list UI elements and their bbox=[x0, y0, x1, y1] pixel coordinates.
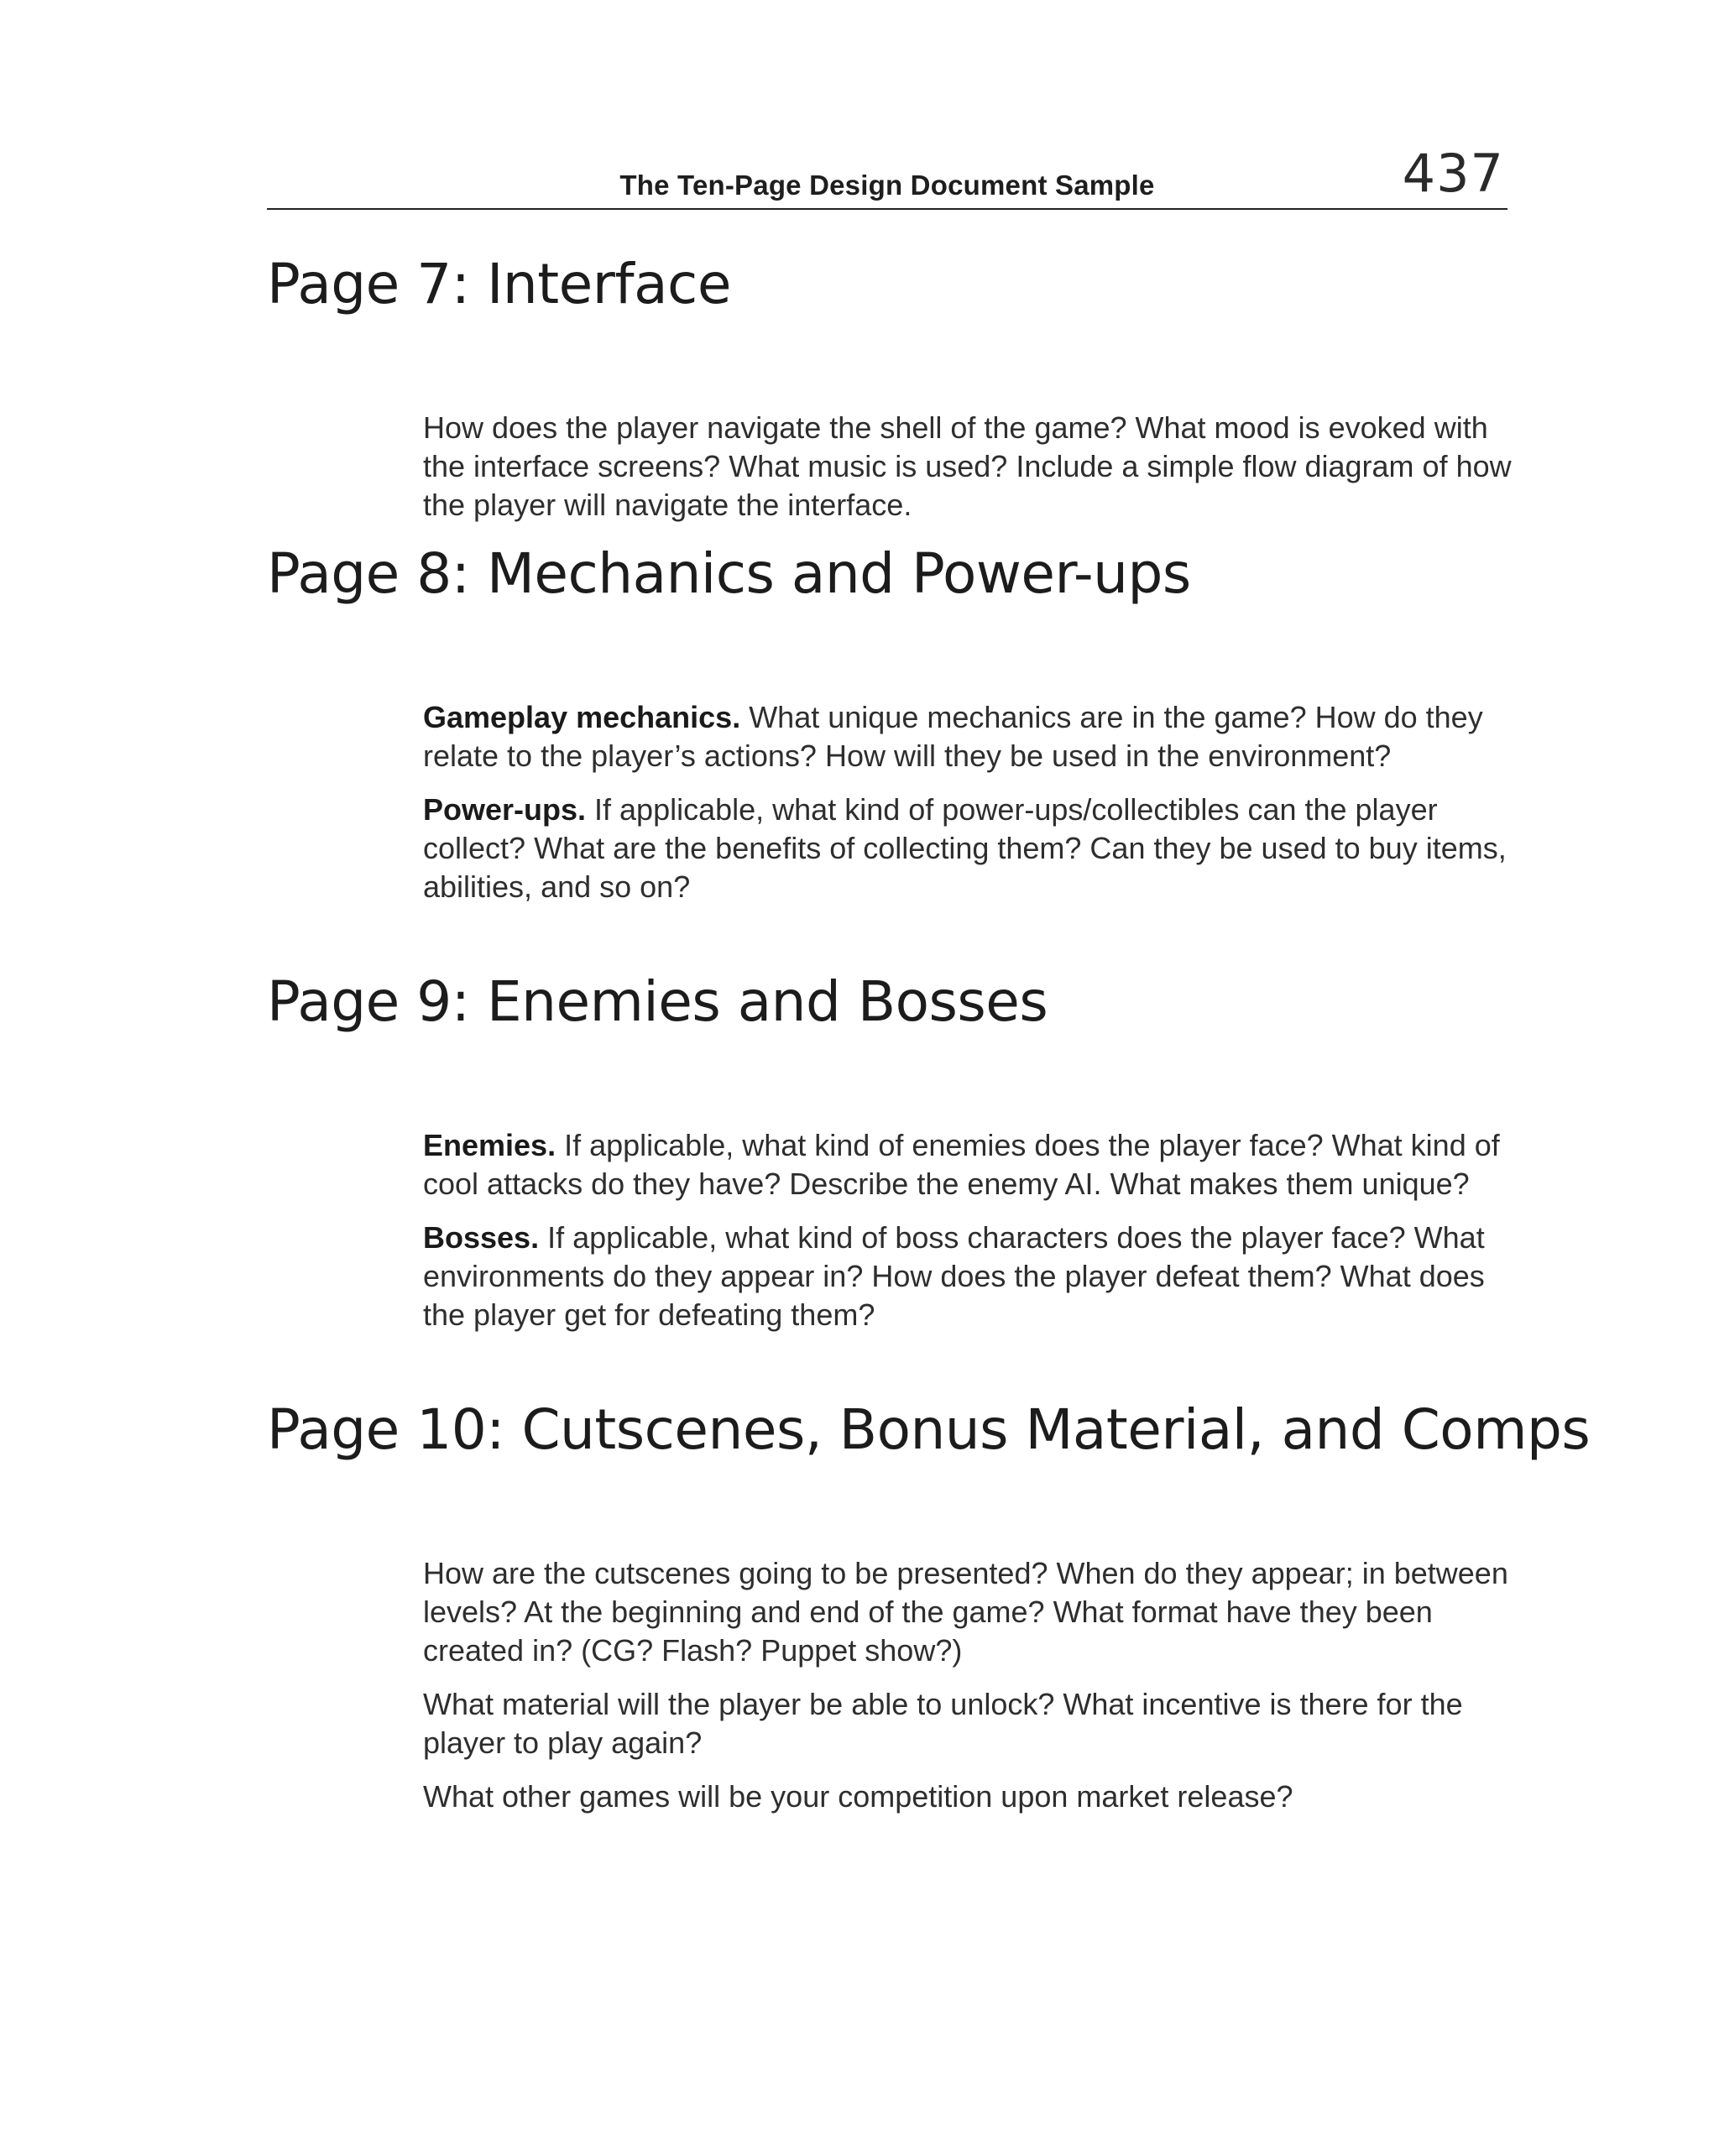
paragraph-text: How does the player navigate the shell of the game? What mood is evoked with the interface screens? What music is used? Include a simple flow diagram of how the player will navigate the interface. bbox=[423, 410, 1512, 522]
section-body bbox=[423, 409, 1514, 525]
paragraph-lead: Power-ups. bbox=[423, 792, 595, 827]
section-body bbox=[423, 698, 1514, 906]
paragraph bbox=[423, 1126, 1514, 1203]
paragraph bbox=[423, 698, 1514, 775]
paragraph-lead: Bosses. bbox=[423, 1220, 548, 1255]
section-heading: Page 9: Enemies and Bosses bbox=[267, 969, 1048, 1034]
paragraph-text: How are the cutscenes going to be presented? When do they appear; in between levels? At the beginning and end of the game? What format have they been created in? (CG? Flash? Puppet show?) bbox=[423, 1556, 1508, 1668]
paragraph bbox=[423, 1685, 1514, 1762]
paragraph bbox=[423, 1554, 1514, 1670]
section-cutscenes-bonus-comps bbox=[267, 1397, 1591, 1831]
section-body bbox=[423, 1126, 1514, 1334]
section-enemies-and-bosses bbox=[267, 969, 1518, 1349]
paragraph-lead: Enemies. bbox=[423, 1128, 565, 1162]
section-mechanics-and-power-ups bbox=[267, 541, 1518, 921]
paragraph-text: If applicable, what kind of enemies does the player face? What kind of cool attacks do they have? Describe the enemy AI. What makes them unique? bbox=[423, 1128, 1500, 1201]
running-header bbox=[267, 141, 1507, 210]
paragraph bbox=[423, 1778, 1514, 1816]
paragraph-text: If applicable, what kind of power-ups/collectibles can the player collect? What are the benefits of collecting them? Can they be used to buy items, abilities, and so on? bbox=[423, 792, 1507, 904]
section-heading: Page 8: Mechanics and Power-ups bbox=[267, 541, 1191, 606]
section-interface bbox=[267, 252, 1518, 540]
section-body bbox=[423, 1554, 1514, 1816]
paragraph-text: What other games will be your competition upon market release? bbox=[423, 1779, 1293, 1814]
page-number: 437 bbox=[1402, 143, 1504, 204]
paragraph-text: What material will the player be able to unlock? What incentive is there for the player to play again? bbox=[423, 1687, 1463, 1760]
paragraph-text: If applicable, what kind of boss characters does the player face? What environments do they appear in? How does the player defeat them? What does the player get for defeating them? bbox=[423, 1220, 1485, 1332]
paragraph bbox=[423, 1219, 1514, 1334]
paragraph bbox=[423, 791, 1514, 906]
running-title: The Ten-Page Design Document Sample bbox=[619, 170, 1155, 201]
paragraph-text: What unique mechanics are in the game? How do they relate to the player’s actions? How will they be used in the environment? bbox=[423, 700, 1483, 773]
paragraph-lead: Gameplay mechanics. bbox=[423, 700, 750, 734]
paragraph bbox=[423, 409, 1514, 525]
section-heading: Page 7: Interface bbox=[267, 252, 731, 316]
section-heading: Page 10: Cutscenes, Bonus Material, and Comps bbox=[267, 1397, 1591, 1462]
